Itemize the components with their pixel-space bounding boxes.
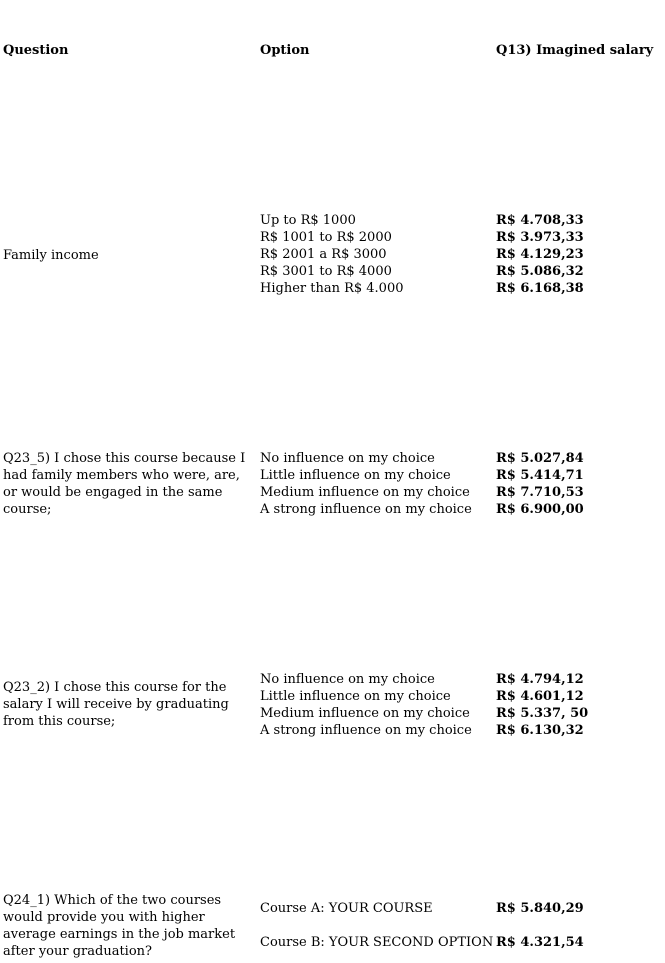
question-cell: Q24_1) Which of the two courses would provide you with higher average earnings in the job market after your graduation? [3,893,236,959]
option-cell: No influence on my choice Little influence on my choice Medium influence on my choice A strong influence on my choice [260,672,472,738]
column-header-question: Question [3,43,69,58]
column-header-salary: Q13) Imagined salary [496,43,654,58]
option-cell: Up to R$ 1000 R$ 1001 to R$ 2000 R$ 2001 a R$ 3000 R$ 3001 to R$ 4000 Higher than R$ 4.000 [260,213,404,296]
option-cell: No influence on my choice Little influence on my choice Medium influence on my choice A strong influence on my choice [260,451,472,517]
salary-cell: R$ 5.027,84 R$ 5.414,71 R$ 7.710,53 R$ 6.900,00 [496,451,584,517]
question-cell: Q23_5) I chose this course because I had family members who were, are, or would be engaged in the same course; [3,451,246,517]
salary-cell: R$ 5.840,29 R$ 4.321,54 [496,901,584,950]
column-header-option: Option [260,43,310,58]
option-cell: Course A: YOUR COURSE Course B: YOUR SECOND OPTION [260,901,494,950]
salary-cell: R$ 4.708,33 R$ 3.973,33 R$ 4.129,23 R$ 5.086,32 R$ 6.168,38 [496,213,584,296]
question-cell: Q23_2) I chose this course for the salary I will receive by graduating from this course; [3,680,229,729]
salary-cell: R$ 4.794,12 R$ 4.601,12 R$ 5.337, 50 R$ 6.130,32 [496,672,589,738]
question-cell: Family income [3,248,99,263]
